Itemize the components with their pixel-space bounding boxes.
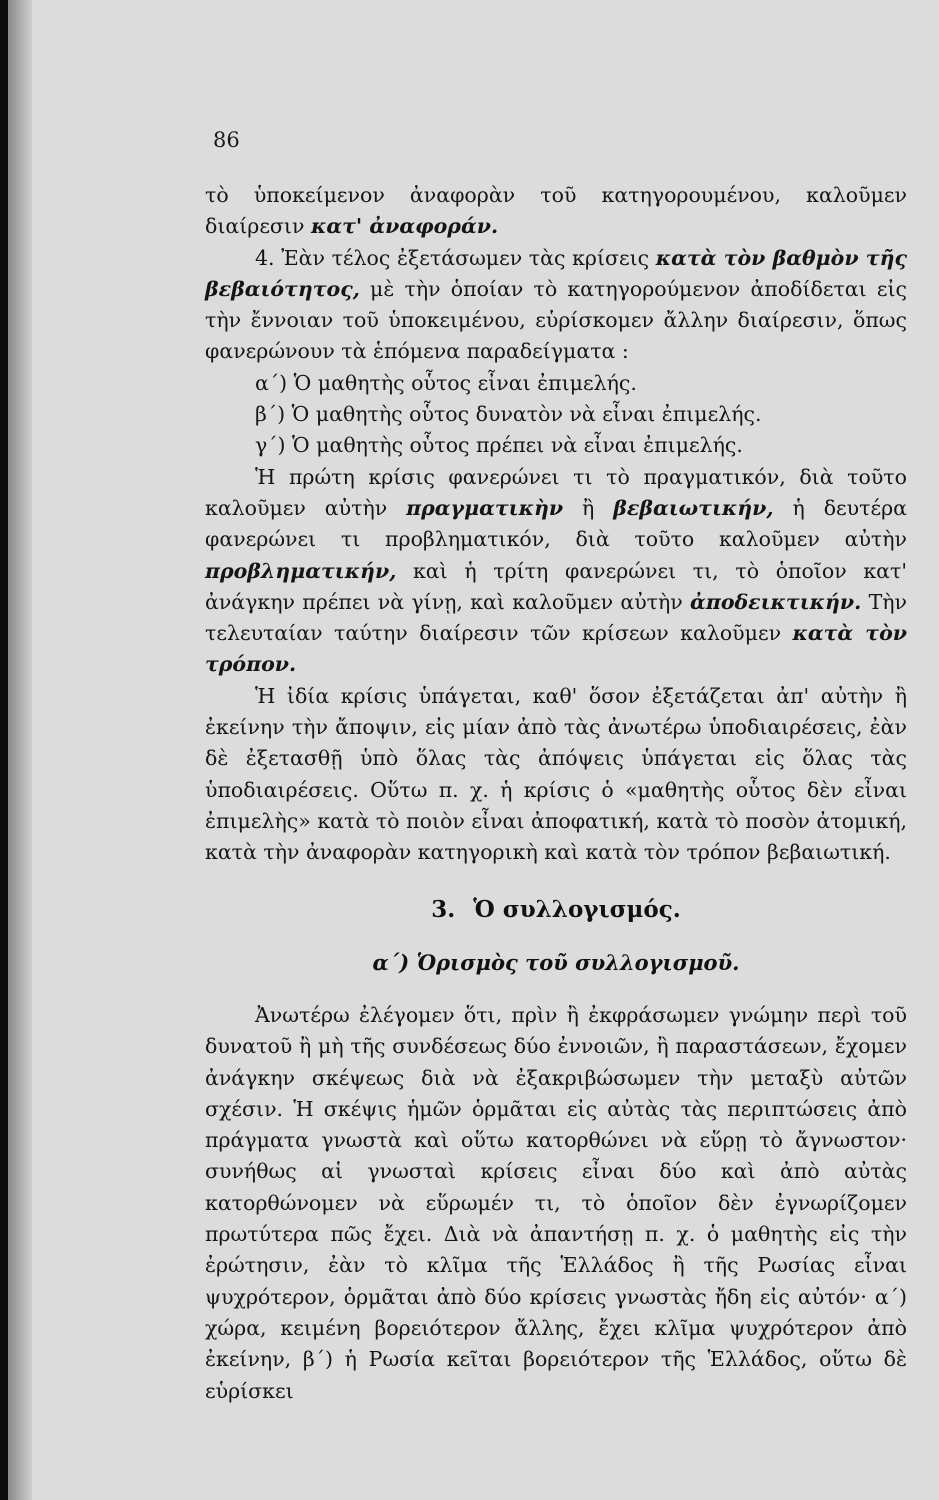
paragraph-syllogism-definition: Ἀνωτέρω ἐλέγομεν ὅτι, πρὶν ἢ ἐκφράσωμεν γνώμην περὶ τοῦ δυνατοῦ ἢ μὴ τῆς συνδέσεως δύο ἐννοιῶν, ἢ παραστάσεων, ἔχομεν ἀνάγκην σκέψεως διὰ νὰ ἐξακριβώσωμεν τὴν μεταξὺ αὐτῶν σχέσιν. Ἡ σκέψις ἡμῶν ὁρμᾶται εἰς αὐτὰς τὰς περιπτώσεις ἀπὸ πράγματα γνωστὰ καὶ οὕτω κατορθώνει νὰ εὕρῃ τὸ ἄγνωστον· συνήθως αἱ γνωσταὶ κρίσεις εἶναι δύο καὶ ἀπὸ αὐτὰς κατορθώνομεν νὰ εὕρωμέν τι, τὸ ὁποῖον δὲν ἐγνωρίζομεν πρωτύτερα πῶς ἔχει. Διὰ νὰ ἀπαντήσῃ π. χ. ὁ μαθητὴς εἰς τὴν ἐρώτησιν, ἐὰν τὸ κλῖμα τῆς Ἑλλάδος ἢ τῆς Ρωσίας εἶναι ψυχρότερον, ὁρμᾶται ἀπὸ δύο κρίσεις γνωστὰς ἤδη εἰς αὐτόν· α΄) χώρα, κειμένη βορειότερον ἄλλης, ἔχει κλῖμα ψυχρότερον ἀπὸ ἐκείνην, β΄) ἡ Ρωσία κεῖται βορειότερον τῆς Ἑλλάδος, οὕτω δὲ εὑρίσκει [205, 1003, 907, 1403]
paragraph-modality [205, 243, 907, 368]
paragraph-relation [205, 180, 907, 243]
bold-term: κατ' ἀναφοράν. [310, 214, 499, 239]
paragraph-text: ἡ δευτέρα φανερώνει τι προβληματικόν, διὰ τοῦτο καλοῦμεν αὐτὴν [205, 495, 907, 552]
paragraph-classification: Ἡ ἰδία κρίσις ὑπάγεται, καθ' ὅσον ἐξετάζεται ἀπ' αὐτὴν ἢ ἐκείνην τὴν ἄποψιν, εἰς μίαν ἀπὸ τὰς ἀνωτέρω ὑποδιαιρέσεις, ἐὰν δὲ ἐξετασθῇ ὑπὸ ὅλας τὰς ἀπόψεις ὑπάγεται εἰς ὅλας τὰς ὑποδιαιρέσεις. Οὕτω π. χ. ἡ κρίσις ὁ «μαθητὴς οὗτος δὲν εἶναι ἐπιμελὴς» κατὰ τὸ ποιὸν εἶναι ἀποφατική, κατὰ τὸ ποσὸν ἀτομική, κατὰ τὴν ἀναφορὰν κατηγορικὴ καὶ κατὰ τὸν τρόπον βεβαιωτική. [205, 683, 907, 865]
paragraph-text: Τὴν τελευταίαν ταύτην διαίρεσιν τῶν κρίσεων καλοῦμεν [205, 589, 907, 646]
page-edge-shadow [8, 0, 32, 1500]
section-title: Ὁ συλλογισμός. [473, 896, 681, 923]
bold-term: πραγματικὴν [406, 495, 564, 520]
section-text-judgments [205, 180, 907, 869]
example-a: α΄) Ὁ μαθητὴς οὗτος εἶναι ἐπιμελής. [255, 370, 637, 395]
paragraph-text: ἢ [582, 495, 595, 520]
example-b: β΄) Ὁ μαθητὴς οὗτος δυνατὸν νὰ εἶναι ἐπιμελής. [255, 402, 762, 427]
paragraph-number: 4. [255, 245, 275, 270]
example-c: γ΄) Ὁ μαθητὴς οὗτος πρέπει νὰ εἶναι ἐπιμελής. [255, 433, 743, 458]
paragraph-text: καὶ ἡ τρίτη φανερώνει τι, τὸ ὁποῖον κατ' ἀνάγκην πρέπει νὰ γίνῃ, καὶ καλοῦμεν αὐτὴν [205, 558, 907, 614]
paragraph-text: Ἐὰν τέλος ἐξετάσωμεν τὰς κρίσεις [281, 245, 650, 270]
book-page [8, 0, 939, 1500]
bold-term: προβληματικήν, [205, 558, 397, 583]
section-text-syllogism [205, 1000, 907, 1407]
bold-term: κατὰ τὸν τρόπον. [205, 621, 907, 677]
paragraph-modality-types [205, 462, 907, 681]
bold-term: κατὰ τὸν βαθμὸν τῆς βεβαιότητος, [205, 245, 907, 301]
paragraph-text: μὲ τὴν ὁποίαν τὸ κατηγορούμενον ἀποδίδεται εἰς τὴν ἔννοιαν τοῦ ὑποκειμένου, εὑρίσκομεν ἄλλην διαίρεσιν, ὅπως φανερώνουν τὰ ἑπόμενα παραδείγματα : [205, 276, 907, 364]
paragraph-text: τὸ ὑποκείμενον ἀναφορὰν τοῦ κατηγορουμένου, καλοῦμεν διαίρεσιν [205, 183, 907, 239]
bold-term: ἀποδεικτικήν. [690, 589, 862, 614]
bold-term: βεβαιωτικήν, [613, 495, 774, 520]
section-heading [205, 896, 907, 923]
page-number: 86 [213, 128, 240, 152]
subsection-heading: α΄) Ὁρισμὸς τοῦ συλλογισμοῦ. [372, 950, 740, 975]
paragraph-text: Ἡ πρώτη κρίσις φανερώνει τι τὸ πραγματικόν, διὰ τοῦτο καλοῦμεν αὐτὴν [205, 464, 907, 520]
section-number: 3. [431, 896, 456, 923]
